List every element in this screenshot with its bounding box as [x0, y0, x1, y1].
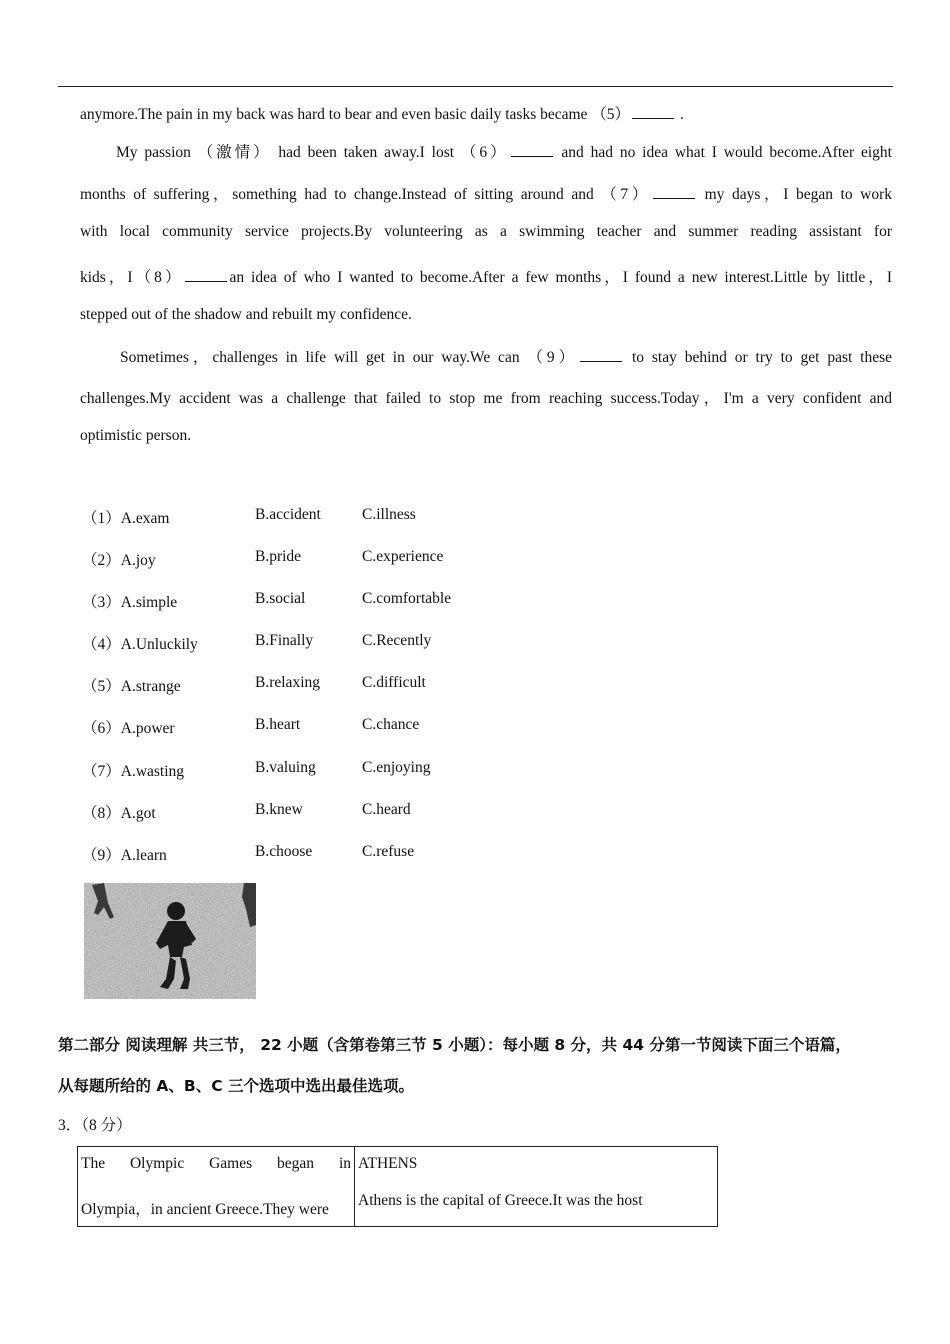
answer-blank-6[interactable]	[511, 142, 553, 157]
option-b[interactable]: B.social	[255, 590, 306, 607]
table-divider	[354, 1147, 355, 1226]
passage-line: anymore.The pain in my back was hard to bear and even basic daily tasks became （5） .	[80, 106, 684, 123]
header-rule	[58, 86, 893, 87]
option-c[interactable]: C.Recently	[362, 632, 432, 649]
passage-line: months of suffering，something had to change.Instead of sitting around and （7） my days，I began to work	[80, 186, 892, 203]
answer-blank-9[interactable]	[580, 347, 622, 362]
option-c[interactable]: C.refuse	[362, 843, 415, 860]
skating-child-photo	[84, 883, 256, 999]
table-cell-left-line: The Olympic Games began in	[81, 1155, 351, 1172]
option-c[interactable]: C.heard	[362, 801, 411, 818]
option-c[interactable]: C.comfortable	[362, 590, 452, 607]
option-b[interactable]: B.knew	[255, 801, 303, 818]
option-a[interactable]: （7）A.wasting	[82, 763, 185, 780]
option-a[interactable]: （9）A.learn	[82, 847, 167, 864]
passage-line: with local community service projects.By volunteering as a swimming teacher and summer reading assistant for	[80, 223, 892, 240]
option-c[interactable]: C.difficult	[362, 674, 426, 691]
option-b[interactable]: B.Finally	[255, 632, 314, 649]
option-b[interactable]: B.accident	[255, 506, 321, 523]
option-c[interactable]: C.chance	[362, 716, 420, 733]
section-heading: 第二部分 阅读理解 共三节， 22 小题（含第卷第三节 5 小题）：每小题 8 分，共 44 分第一节阅读下面三个语篇，	[58, 1036, 851, 1054]
option-a[interactable]: （2）A.joy	[82, 552, 156, 569]
answer-blank-8[interactable]	[185, 267, 227, 282]
passage-line: challenges.My accident was a challenge that failed to stop me from reaching success.Today，I'm a very confident and	[80, 390, 892, 407]
section-heading: 从每题所给的 A、B、C 三个选项中选出最佳选项。	[58, 1077, 414, 1095]
answer-blank-5[interactable]	[632, 104, 674, 119]
passage-line: My passion （激情） had been taken away.I lost （6） and had no idea what I would become.After eight	[116, 144, 892, 161]
option-a[interactable]: （5）A.strange	[82, 678, 181, 695]
option-a[interactable]: （8）A.got	[82, 805, 156, 822]
passage-line: Sometimes，challenges in life will get in our way.We can （9） to stay behind or try to get past these	[120, 349, 892, 366]
question-number: 3．（8 分）	[58, 1117, 132, 1134]
option-c[interactable]: C.enjoying	[362, 759, 431, 776]
option-b[interactable]: B.choose	[255, 843, 313, 860]
answer-blank-7[interactable]	[653, 184, 695, 199]
passage-line: kids，I（8） an idea of who I wanted to become.After a few months，I found a new interest.Little by little，I	[80, 269, 892, 286]
passage-line: stepped out of the shadow and rebuilt my confidence.	[80, 306, 412, 323]
option-b[interactable]: B.pride	[255, 548, 302, 565]
table-cell-right-line: Athens is the capital of Greece.It was the host	[358, 1192, 643, 1209]
option-c[interactable]: C.experience	[362, 548, 444, 565]
option-a[interactable]: （4）A.Unluckily	[82, 636, 198, 653]
reading-table	[77, 1146, 718, 1227]
passage-line: optimistic person.	[80, 427, 192, 444]
option-b[interactable]: B.valuing	[255, 759, 316, 776]
table-cell-right-title: ATHENS	[358, 1155, 418, 1172]
table-cell-left-line: Olympia，in ancient Greece.They were	[81, 1201, 329, 1218]
option-c[interactable]: C.illness	[362, 506, 416, 523]
option-a[interactable]: （6）A.power	[82, 720, 175, 737]
option-a[interactable]: （3）A.simple	[82, 594, 178, 611]
option-a[interactable]: （1）A.exam	[82, 510, 170, 527]
option-b[interactable]: B.relaxing	[255, 674, 320, 691]
option-b[interactable]: B.heart	[255, 716, 301, 733]
